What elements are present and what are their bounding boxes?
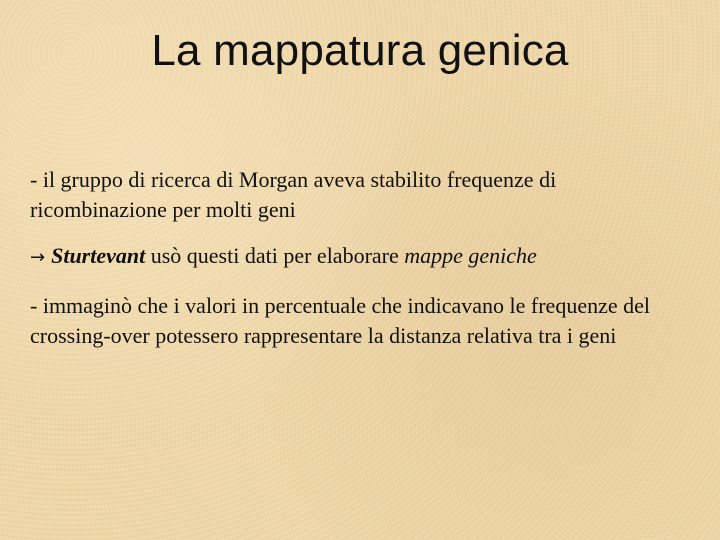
mappe-geniche-text: mappe geniche: [404, 243, 537, 268]
sturtevant-name: Sturtevant: [51, 243, 146, 268]
paragraph-sturtevant: [30, 241, 690, 273]
right-arrow-icon: →: [30, 247, 46, 268]
sturtevant-text: usò questi dati per elaborare: [145, 243, 405, 268]
slide-body: [30, 165, 690, 367]
slide-title: La mappatura genica: [151, 26, 569, 75]
paragraph-morgan: - il gruppo di ricerca di Morgan aveva stabilito frequenze di ricombinazione per molti geni: [30, 167, 557, 222]
paragraph-crossing-over: - immaginò che i valori in percentuale che indicavano le frequenze del crossing-over potessero rappresentare la distanza relativa tra i geni: [30, 293, 650, 348]
